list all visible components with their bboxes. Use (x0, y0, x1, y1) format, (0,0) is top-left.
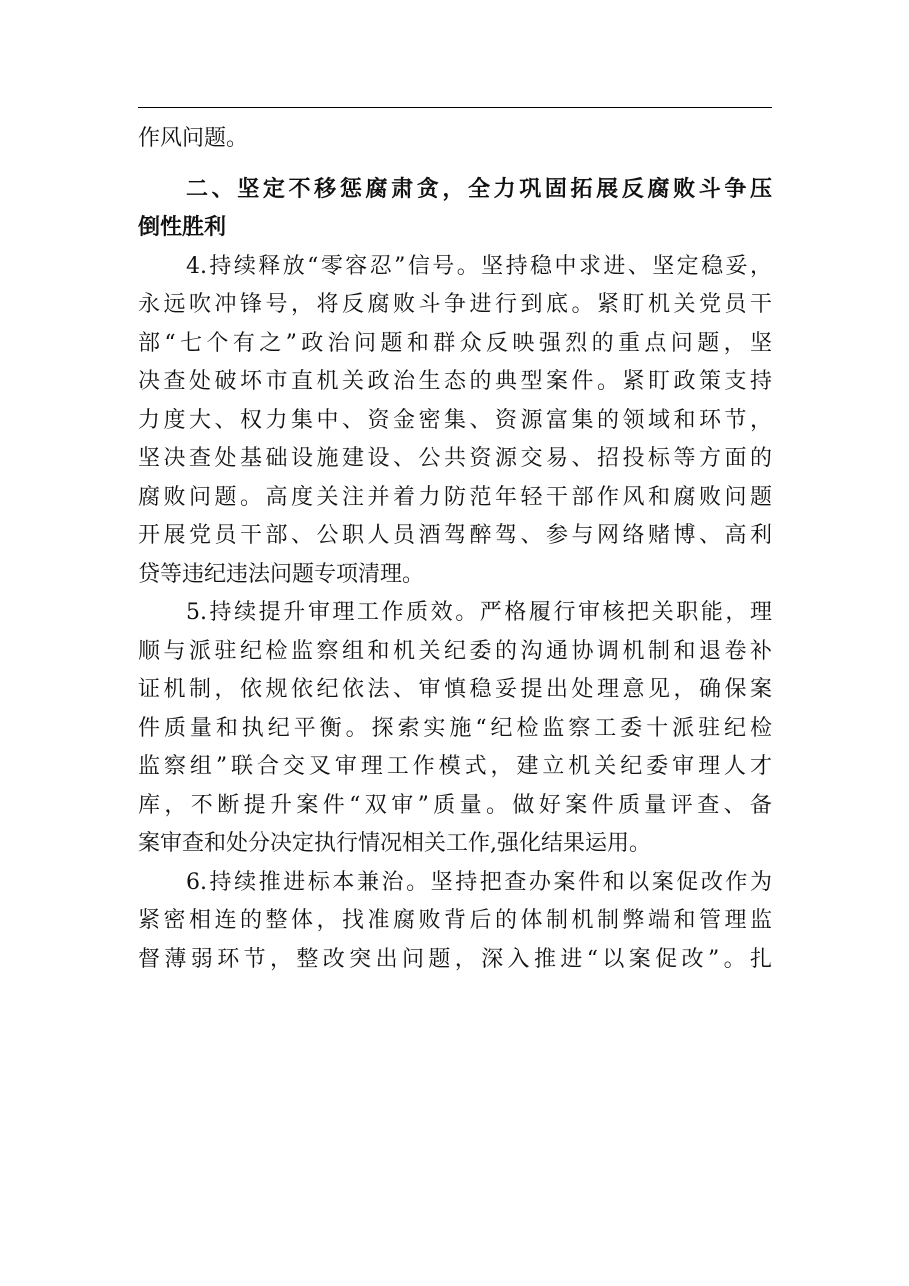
paragraph-line: 案审查和处分决定执行情况相关工作,强化结果运用。 (138, 831, 651, 856)
paragraph-line: 督薄弱环节，整改突出问题，深入推进“以案促改”。扎 (138, 946, 772, 972)
paragraph-line: 贷等违纪违法问题专项清理。 (138, 561, 425, 587)
paragraph-line: 永远吹冲锋号，将反腐败斗争进行到底。紧盯机关党员干 (138, 292, 772, 317)
paragraph-line: 紧密相连的整体，找准腐败背后的体制机制弊端和管理监 (138, 908, 772, 933)
paragraph-line: 证机制，依规依纪依法、审慎稳妥提出处理意见，确保案 (138, 677, 772, 702)
section-heading-line-1: 二、坚定不移惩腐肃贪，全力巩固拓展反腐败斗争压 (186, 176, 772, 202)
document-body (138, 120, 772, 979)
paragraph-line: 决查处破坏市直机关政治生态的典型案件。紧盯政策支持 (138, 369, 772, 394)
paragraph-4 (138, 248, 772, 595)
paragraph-line: 力度大、权力集中、资金密集、资源富集的领域和环节， (138, 407, 772, 433)
paragraph-line: 4.持续释放“零容忍”信号。坚持稳中求进、坚定稳妥， (186, 253, 772, 279)
paragraph-line: 腐败问题。高度关注并着力防范年轻干部作风和腐败问题 (138, 484, 772, 510)
continuation-line: 作风问题。 (138, 126, 249, 151)
paragraph-line: 5.持续提升审理工作质效。严格履行审核把关职能，理 (186, 600, 772, 625)
paragraph-6 (138, 864, 772, 980)
paragraph-line: 部“七个有之”政治问题和群众反映强烈的重点问题，坚 (138, 330, 772, 356)
paragraph-line: 监察组”联合交叉审理工作模式，建立机关纪委审理人才 (138, 754, 772, 779)
paragraph-line: 6.持续推进标本兼治。坚持把查办案件和以案促改作为 (186, 869, 772, 895)
paragraph-line: 库，不断提升案件“双审”质量。做好案件质量评查、备 (138, 792, 772, 818)
header-rule (138, 107, 772, 108)
paragraph-5 (138, 594, 772, 864)
paragraph-line: 顺与派驻纪检监察组和机关纪委的沟通协调机制和退卷补 (138, 638, 772, 664)
paragraph-line: 件质量和执纪平衡。探索实施“纪检监察工委十派驻纪检 (138, 715, 772, 741)
paragraph-line: 开展党员干部、公职人员酒驾醉驾、参与网络赌博、高利 (138, 523, 772, 548)
section-heading-line-2: 倒性胜利 (138, 215, 227, 240)
paragraph-line: 坚决查处基础设施建设、公共资源交易、招投标等方面的 (138, 446, 772, 471)
